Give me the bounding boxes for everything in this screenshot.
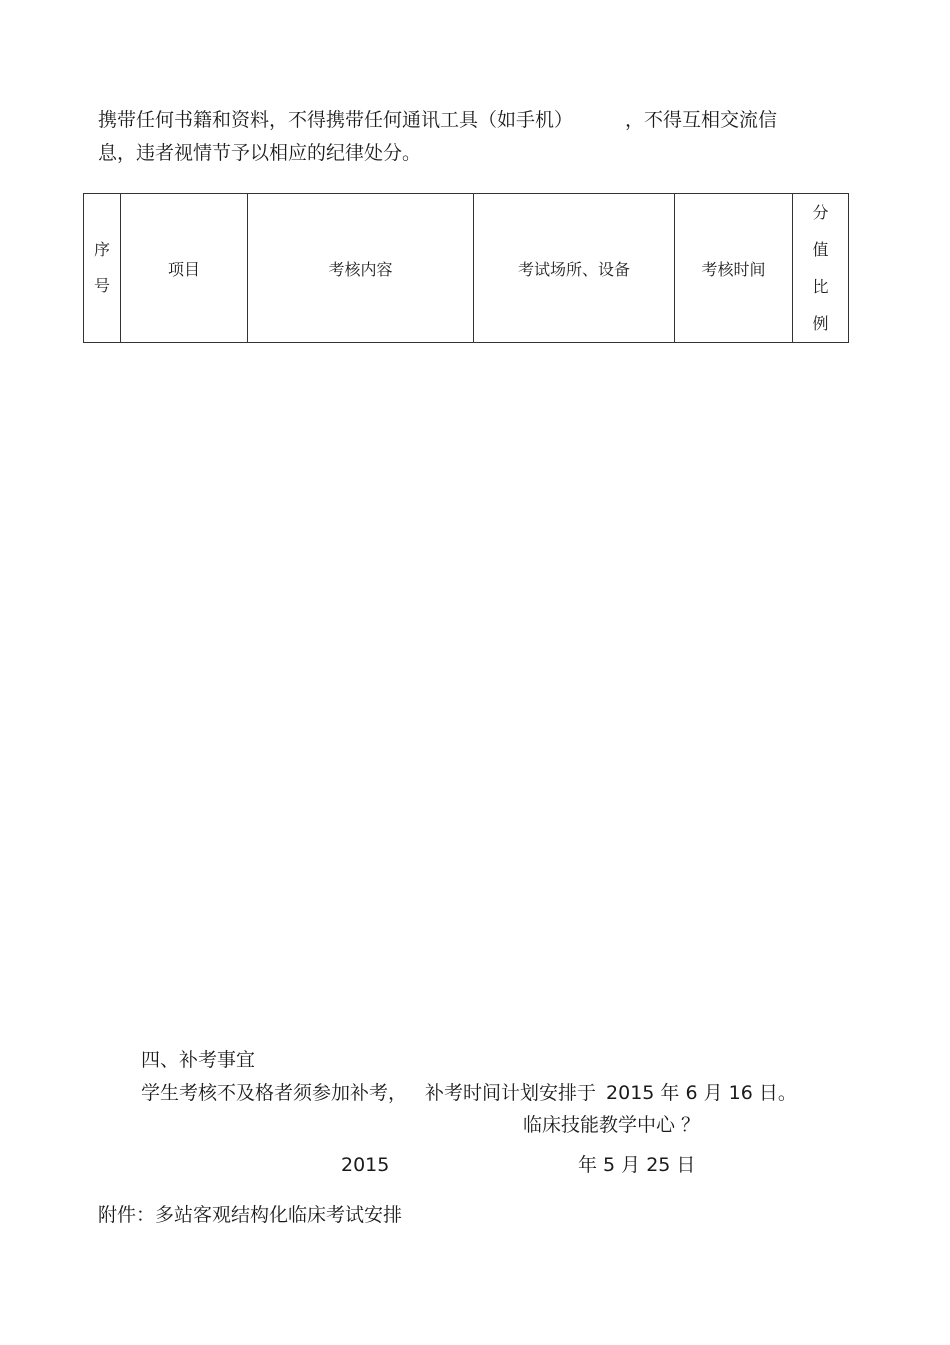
section4-body	[141, 1081, 797, 1105]
intro-line-2: 息，违者视情节予以相应的纪律处分。	[98, 142, 422, 164]
intro-line-1-part-a: 携带任何书籍和资料，不得携带任何通讯工具（如手机）	[98, 109, 574, 131]
intro-line-1-part-b: ，不得互相交流信	[625, 109, 778, 131]
date-year: 2015	[341, 1154, 390, 1176]
attachment-note: 附件：多站客观结构化临床考试安排	[98, 1204, 403, 1226]
section4-body-part-b: 补考时间计划安排于	[425, 1082, 597, 1104]
header-share-char: 比	[812, 277, 829, 296]
header-share	[793, 194, 849, 343]
header-venue: 考试场所、设备	[474, 194, 675, 343]
intro-line-1	[98, 108, 777, 132]
header-item: 项目	[121, 194, 248, 343]
header-seq-char: 号	[93, 276, 110, 295]
date-month-day: 年 5 月 25 日	[578, 1154, 696, 1176]
header-seq-char: 序	[93, 240, 110, 259]
section4-body-part-c: 2015 年 6 月 16 日。	[606, 1082, 797, 1104]
issuer-name: 临床技能教学中心 ？	[523, 1114, 701, 1136]
header-seq	[84, 194, 121, 343]
header-share-char: 分	[812, 203, 829, 222]
table-header-row	[84, 194, 849, 343]
header-share-char: 值	[812, 240, 829, 259]
header-share-char: 例	[812, 314, 829, 333]
assessment-table	[83, 193, 849, 343]
section4-body-part-a: 学生考核不及格者须参加补考，	[141, 1082, 408, 1104]
header-content: 考核内容	[248, 194, 474, 343]
section4-title: 四、补考事宜	[141, 1049, 256, 1071]
header-time: 考核时间	[675, 194, 793, 343]
